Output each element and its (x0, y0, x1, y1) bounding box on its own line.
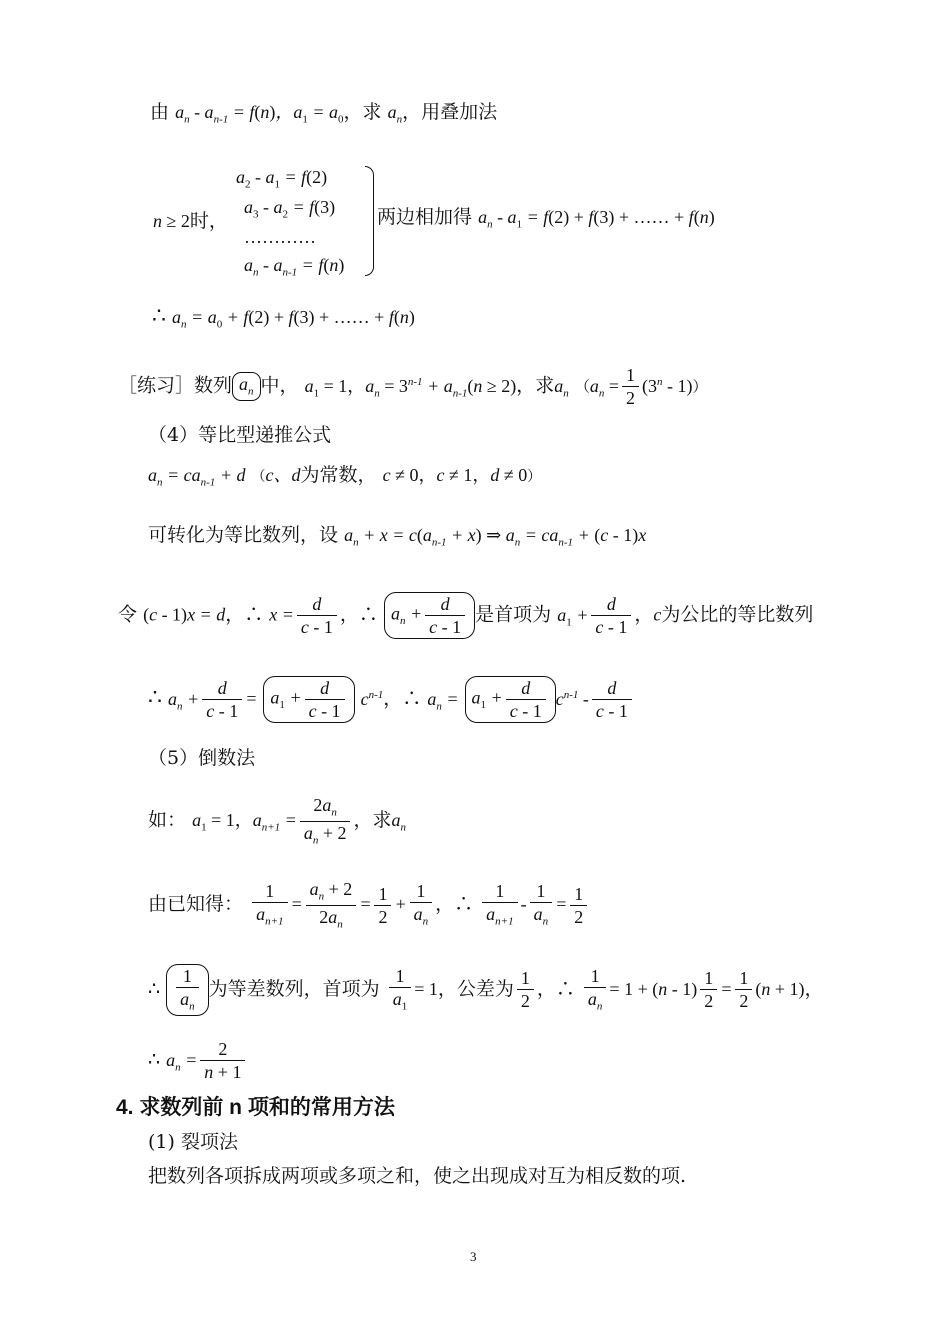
system-line-3: ………… (244, 227, 316, 247)
ask-text: ，求 (343, 101, 382, 123)
n-condition: n ≥ 2时， (153, 210, 228, 232)
recurrence-formula: $a_n - a_{n-1} = f(n)$，$a_1 = a_0$ (175, 102, 344, 126)
additive-intro-line: 由 $a_n - a_{n-1} = f(n)$，$a_1 = a_0$，求 $a_n$，用叠加法 (150, 101, 498, 126)
half-fraction: $\frac{1}{2}$ (622, 366, 639, 407)
section-heading-sum: 4. 求数列前 n 项和的常用方法 (116, 1096, 395, 1119)
inv-known-line: 由已知得： $\frac{1}{a_{n+1}}$ = $\frac{a_n + 2}{2a_n}$ = $\frac{1}{2}$ + $\frac{1}{a_n}$ ，∴ $\frac{1}{a_{n+1}}$ - $\frac{1}{a_n}$ = $\frac{1}{2}$ (148, 880, 590, 930)
subsection-heading: (1) 裂项法 (148, 1131, 238, 1153)
geo-formula-line: $a_n = ca_{n-1} + d$ （c、d为常数， c ≠ 0，c ≠ 1，d ≠ 0） (148, 464, 542, 489)
let-line: 令 (c - 1)x = d，∴ x = $\frac{d}{c - 1}$ ，∴ $a_n$ + $\frac{d}{c - 1}$ 是首项为 $a_1$ + $\frac{d}{c - 1}$ ，c为公比的等比数列 (118, 594, 814, 637)
intro-text: 由 (150, 101, 170, 123)
practice-line: ［练习］数列 $a_n$ 中， $a_1 = 1$，$a_n = 3^{n-1} + a_{n-1}(n \ge 2)$，求$a_n$ （$a_n$ = $\frac{1}{2}$ (3$^n$ - 1)） (118, 365, 708, 408)
system-line-4: $a_n - a_{n-1} = f(n)$ (244, 255, 345, 279)
method-description: 把数列各项拆成两项或多项之和，使之出现成对互为相反数的项. (148, 1165, 687, 1187)
sequence-brace: $a_n$ (232, 372, 261, 401)
transform-line: 可转化为等比数列，设 $a_n + x = c(a_{n-1} + x)$ ⇒ $a_n = ca_{n-1} + (c - 1)x$ (148, 524, 647, 549)
system-brace (365, 166, 374, 276)
additive-result: ∴ $a_n = a_0 + f(2) + f(3)$ + …… + f(n) (152, 304, 415, 331)
method-text: ，用叠加法 (402, 101, 498, 123)
geo-result-line: ∴ $a_n$ + $\frac{d}{c - 1}$ = $a_1$ + $\frac{d}{c - 1}$ $c^{n-1}$，∴ $a_n = a_1$ + $\frac{d}{c - 1}$ $c^{n-1}$ - $\frac{d}{c - 1}$ (148, 676, 635, 723)
inv-result-line: ∴ $a_n$ = $\frac{2}{n + 1}$ (148, 1040, 248, 1081)
system-line-1: $a_2 - a_1 = f(2)$ (236, 167, 328, 191)
page-number: 3 (470, 1249, 477, 1264)
section-heading-5: （5）倒数法 (148, 747, 256, 769)
sum-line: 两边相加得 $a_n - a_1 = f(2) + f(3)$ + …… + f(n) (377, 206, 715, 231)
inv-arith-line: ∴ $\frac{1}{a_n}$ 为等差数列，首项为 $\frac{1}{a_1}$ = 1，公差为 $\frac{1}{2}$ ，∴ $\frac{1}{a_n}$ = 1 + (n - 1) $\frac{1}{2}$ = $\frac{1}{2}$ (n + 1)， (148, 964, 824, 1016)
section-heading-4: （4）等比型递推公式 (148, 424, 332, 446)
system-line-2: $a_3 - a_2 = f(3)$ (244, 197, 336, 221)
inv-example-line: 如： $a_1 = 1$，$a_{n+1}$ = $\frac{2a_n}{a_n + 2}$ ，求$a_n$ (148, 795, 406, 847)
